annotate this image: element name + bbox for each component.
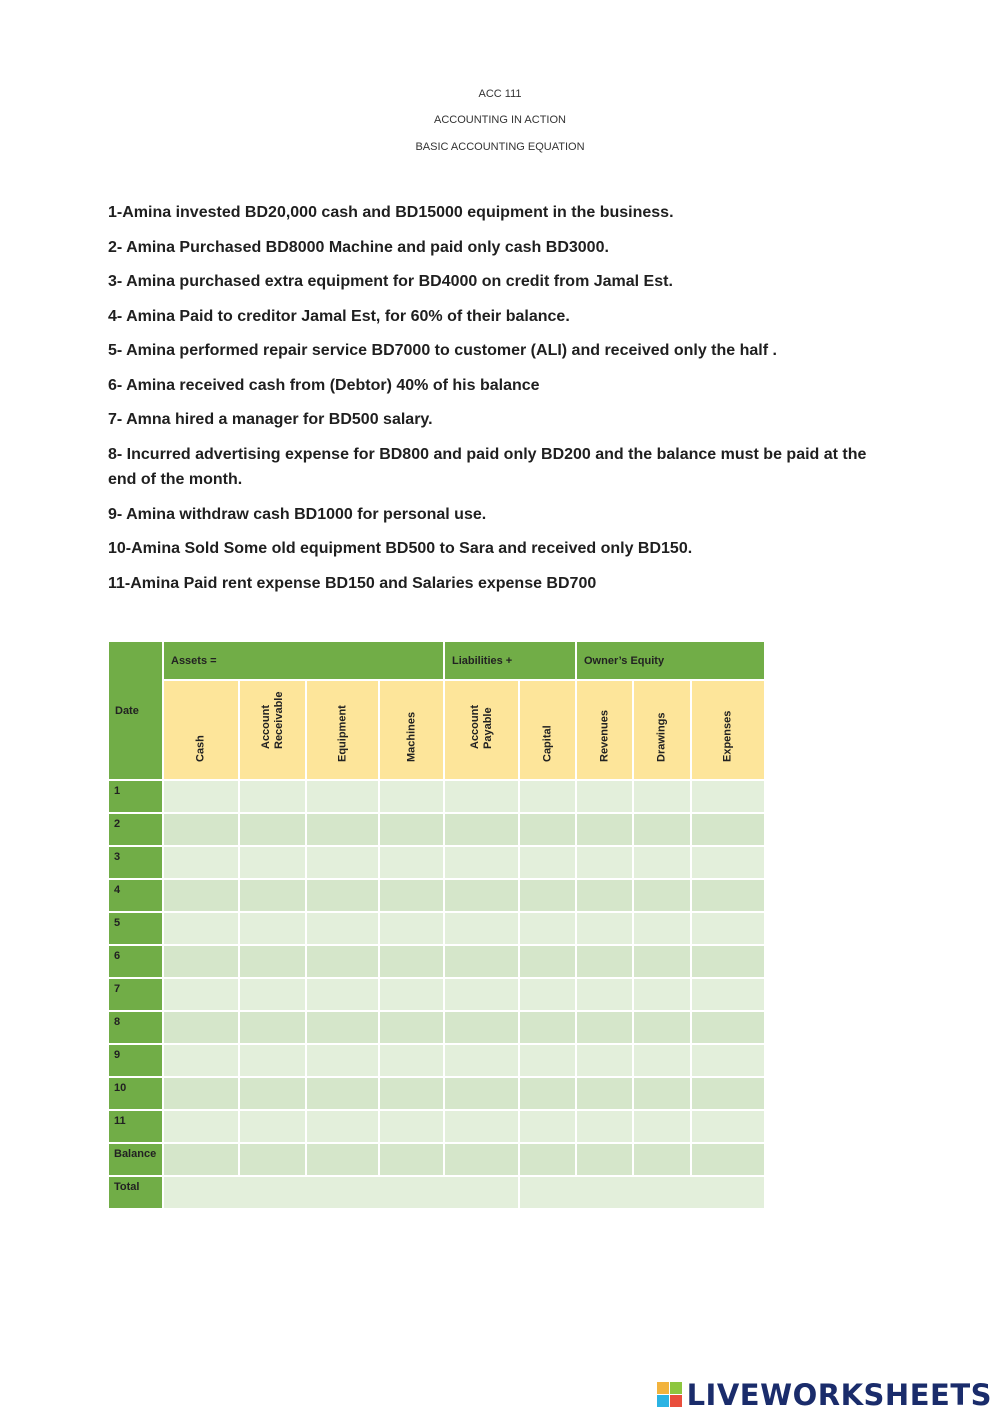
answer-cell[interactable] (691, 780, 765, 813)
answer-cell[interactable] (633, 912, 691, 945)
answer-cell[interactable] (576, 813, 633, 846)
answer-cell[interactable] (444, 879, 519, 912)
column-header-expenses: Expenses (691, 680, 765, 780)
row-label: 2 (108, 813, 163, 846)
answer-cell[interactable] (519, 846, 576, 879)
answer-cell[interactable] (239, 945, 306, 978)
row-label: 11 (108, 1110, 163, 1143)
column-header-account-receivable: Account Receivable (239, 680, 306, 780)
answer-cell[interactable] (519, 879, 576, 912)
question-8: 8- Incurred advertising expense for BD800 and paid only BD200 and the balance must be paid at the end of the month. (108, 446, 867, 488)
row-label: 4 (108, 879, 163, 912)
question-3: 3- Amina purchased extra equipment for BD4000 on credit from Jamal Est. (108, 273, 673, 290)
answer-cell[interactable] (576, 879, 633, 912)
question-6: 6- Amina received cash from (Debtor) 40% of his balance (108, 377, 540, 394)
answer-cell[interactable] (306, 780, 379, 813)
question-1: 1-Amina invested BD20,000 cash and BD15000 equipment in the business. (108, 204, 674, 221)
answer-cell[interactable] (519, 813, 576, 846)
answer-cell[interactable] (444, 912, 519, 945)
answer-cell[interactable] (633, 945, 691, 978)
table-row (108, 780, 765, 813)
answer-cell[interactable] (239, 1143, 306, 1176)
table-row (108, 978, 765, 1011)
answer-cell[interactable] (379, 912, 444, 945)
answer-cell[interactable] (306, 978, 379, 1011)
table-row (108, 813, 765, 846)
answer-cell[interactable] (691, 846, 765, 879)
answer-cell[interactable] (519, 780, 576, 813)
answer-cell[interactable] (306, 1143, 379, 1176)
answer-cell[interactable] (576, 1110, 633, 1143)
accounting-equation-table (107, 640, 766, 1210)
answer-cell[interactable] (519, 1044, 576, 1077)
answer-cell[interactable] (306, 846, 379, 879)
answer-cell[interactable] (163, 1044, 239, 1077)
answer-cell[interactable] (239, 912, 306, 945)
answer-cell[interactable] (576, 1077, 633, 1110)
answer-cell[interactable] (576, 1044, 633, 1077)
question-4: 4- Amina Paid to creditor Jamal Est, for 60% of their balance. (108, 308, 570, 325)
answer-cell[interactable] (633, 813, 691, 846)
answer-cell[interactable] (444, 1143, 519, 1176)
answer-cell[interactable] (444, 1110, 519, 1143)
answer-cell[interactable] (306, 912, 379, 945)
answer-cell[interactable] (306, 945, 379, 978)
answer-cell[interactable] (239, 978, 306, 1011)
answer-cell[interactable] (379, 1077, 444, 1110)
answer-cell[interactable] (691, 1011, 765, 1044)
answer-cell[interactable] (306, 1044, 379, 1077)
answer-cell[interactable] (691, 945, 765, 978)
answer-cell[interactable] (379, 945, 444, 978)
answer-cell[interactable] (691, 879, 765, 912)
answer-cell[interactable] (379, 1011, 444, 1044)
column-header-equipment: Equipment (306, 680, 379, 780)
row-label: 5 (108, 912, 163, 945)
answer-cell[interactable] (306, 1077, 379, 1110)
answer-cell[interactable] (163, 780, 239, 813)
answer-cell[interactable] (576, 978, 633, 1011)
answer-cell[interactable] (691, 912, 765, 945)
answer-cell[interactable] (306, 879, 379, 912)
answer-cell[interactable] (633, 978, 691, 1011)
answer-cell[interactable] (239, 780, 306, 813)
answer-cell[interactable] (633, 879, 691, 912)
answer-cell[interactable] (519, 1077, 576, 1110)
answer-cell[interactable] (379, 813, 444, 846)
answer-cell[interactable] (691, 1143, 765, 1176)
answer-cell[interactable] (576, 945, 633, 978)
row-label: Balance (108, 1143, 163, 1176)
date-header: Date (108, 641, 163, 780)
row-label: 3 (108, 846, 163, 879)
answer-cell[interactable] (379, 1110, 444, 1143)
answer-cell[interactable] (519, 1143, 576, 1176)
row-label: 9 (108, 1044, 163, 1077)
answer-cell[interactable] (379, 978, 444, 1011)
assets-group-header: Assets = (163, 641, 444, 680)
answer-cell[interactable] (576, 1143, 633, 1176)
answer-cell[interactable] (444, 978, 519, 1011)
table-row (108, 912, 765, 945)
document-subtitle: BASIC ACCOUNTING EQUATION (415, 141, 585, 153)
answer-cell[interactable] (444, 1077, 519, 1110)
answer-cell[interactable] (163, 1143, 239, 1176)
answer-cell[interactable] (444, 846, 519, 879)
answer-cell[interactable] (163, 1110, 239, 1143)
table-row (108, 1077, 765, 1110)
answer-cell[interactable] (163, 1011, 239, 1044)
answer-cell[interactable] (519, 978, 576, 1011)
answer-cell[interactable] (163, 846, 239, 879)
answer-cell[interactable] (239, 813, 306, 846)
table-row (108, 1044, 765, 1077)
answer-cell[interactable] (379, 846, 444, 879)
answer-cell[interactable] (691, 813, 765, 846)
answer-cell[interactable] (633, 780, 691, 813)
question-5: 5- Amina performed repair service BD7000 to customer (ALI) and received only the half . (108, 342, 777, 359)
table-row (108, 945, 765, 978)
answer-cell[interactable] (691, 1110, 765, 1143)
answer-cell[interactable] (576, 1011, 633, 1044)
column-header-drawings: Drawings (633, 680, 691, 780)
answer-cell[interactable] (306, 1110, 379, 1143)
answer-cell[interactable] (239, 1110, 306, 1143)
total-assets-cell[interactable] (163, 1176, 519, 1209)
equity-group-header: Owner’s Equity (576, 641, 765, 680)
row-label: 7 (108, 978, 163, 1011)
total-liabilities-equity-cell[interactable] (519, 1176, 765, 1209)
answer-cell[interactable] (519, 912, 576, 945)
column-header-capital: Capital (519, 680, 576, 780)
answer-cell[interactable] (444, 780, 519, 813)
answer-cell[interactable] (576, 846, 633, 879)
answer-cell[interactable] (239, 1077, 306, 1110)
answer-cell[interactable] (519, 1011, 576, 1044)
course-code: ACC 111 (478, 88, 522, 100)
row-label: 6 (108, 945, 163, 978)
table-row (108, 1143, 765, 1176)
answer-cell[interactable] (239, 879, 306, 912)
table-row (108, 879, 765, 912)
answer-cell[interactable] (163, 912, 239, 945)
question-11: 11-Amina Paid rent expense BD150 and Salaries expense BD700 (108, 575, 597, 592)
answer-cell[interactable] (576, 780, 633, 813)
question-10: 10-Amina Sold Some old equipment BD500 to Sara and received only BD150. (108, 540, 693, 557)
answer-cell[interactable] (379, 1143, 444, 1176)
column-header-machines: Machines (379, 680, 444, 780)
answer-cell[interactable] (633, 1077, 691, 1110)
liveworksheets-logo-icon (657, 1382, 683, 1408)
answer-cell[interactable] (444, 1011, 519, 1044)
answer-cell[interactable] (444, 1044, 519, 1077)
answer-cell[interactable] (633, 1110, 691, 1143)
answer-cell[interactable] (633, 1143, 691, 1176)
row-label: 10 (108, 1077, 163, 1110)
row-label: 1 (108, 780, 163, 813)
table-row (108, 1011, 765, 1044)
answer-cell[interactable] (239, 1044, 306, 1077)
answer-cell[interactable] (691, 1077, 765, 1110)
table-row (108, 1110, 765, 1143)
answer-cell[interactable] (163, 945, 239, 978)
answer-cell[interactable] (444, 813, 519, 846)
answer-cell[interactable] (633, 846, 691, 879)
answer-cell[interactable] (163, 1077, 239, 1110)
liveworksheets-logo: LIVEWORKSHEETS (657, 1378, 992, 1412)
column-header-cash: Cash (163, 680, 239, 780)
question-2: 2- Amina Purchased BD8000 Machine and paid only cash BD3000. (108, 239, 609, 256)
answer-cell[interactable] (379, 879, 444, 912)
column-header-revenues: Revenues (576, 680, 633, 780)
row-label: 8 (108, 1011, 163, 1044)
answer-cell[interactable] (691, 978, 765, 1011)
answer-cell[interactable] (519, 1110, 576, 1143)
question-7: 7- Amna hired a manager for BD500 salary. (108, 411, 433, 428)
answer-cell[interactable] (163, 813, 239, 846)
document-title: ACCOUNTING IN ACTION (433, 114, 566, 126)
answer-cell[interactable] (379, 1044, 444, 1077)
answer-cell[interactable] (379, 780, 444, 813)
answer-cell[interactable] (163, 879, 239, 912)
table-row (108, 846, 765, 879)
answer-cell[interactable] (306, 1011, 379, 1044)
answer-cell[interactable] (444, 945, 519, 978)
question-9: 9- Amina withdraw cash BD1000 for personal use. (108, 506, 487, 523)
column-header-account-payable: Account Payable (444, 680, 519, 780)
total-row-label: Total (108, 1176, 163, 1209)
answer-cell[interactable] (633, 1044, 691, 1077)
answer-cell[interactable] (239, 846, 306, 879)
answer-cell[interactable] (519, 945, 576, 978)
answer-cell[interactable] (163, 978, 239, 1011)
answer-cell[interactable] (633, 1011, 691, 1044)
liabilities-group-header: Liabilities + (444, 641, 576, 680)
answer-cell[interactable] (691, 1044, 765, 1077)
answer-cell[interactable] (576, 912, 633, 945)
answer-cell[interactable] (239, 1011, 306, 1044)
answer-cell[interactable] (306, 813, 379, 846)
